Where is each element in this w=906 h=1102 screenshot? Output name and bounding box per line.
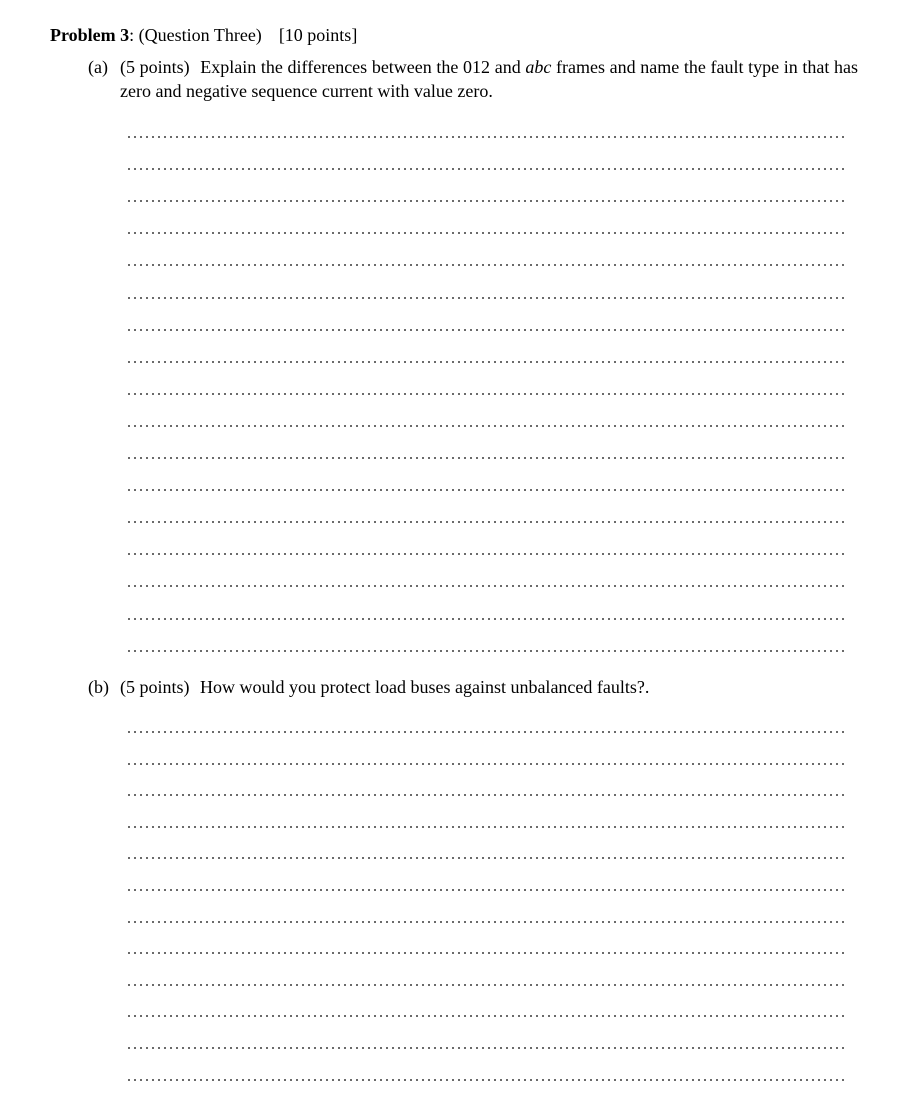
part-a-points: (5 points) [120,57,190,77]
answer-line[interactable] [126,457,846,459]
problem-header [50,22,357,48]
answer-line[interactable] [126,1079,846,1081]
answer-line[interactable] [126,489,846,491]
part-b-body [120,675,858,699]
answer-line[interactable] [126,650,846,652]
answer-line[interactable] [126,952,846,954]
answer-line[interactable] [126,136,846,138]
part-a-text-italic: abc [525,57,552,77]
answer-line[interactable] [126,731,846,733]
part-b-label: (b) [88,677,109,697]
problem-points: [10 points] [278,25,358,45]
answer-line[interactable] [126,585,846,587]
answer-line[interactable] [126,618,846,620]
part-b-text: How would you protect load buses against unbalanced faults?. [200,677,650,697]
part-a-label: (a) [88,57,108,77]
problem-subtitle: (Question Three) [138,25,262,45]
problem-title-colon: : [129,25,135,45]
part-a-text-before: Explain the differences between the 012 and [200,57,526,77]
answer-line[interactable] [126,984,846,986]
part-b-question [88,675,858,699]
part-b-points: (5 points) [120,677,190,697]
part-a-body [120,55,858,103]
answer-line[interactable] [126,361,846,363]
problem-title: Problem 3 [50,25,130,45]
answer-line[interactable] [126,889,846,891]
answer-line[interactable] [126,921,846,923]
answer-line[interactable] [126,232,846,234]
answer-line[interactable] [126,393,846,395]
part-a-text-after: frames and name the fault type in that has zero and negative sequence current with value zero. [120,57,859,101]
answer-line[interactable] [126,200,846,202]
answer-line[interactable] [126,329,846,331]
answer-line[interactable] [126,425,846,427]
answer-line[interactable] [126,553,846,555]
answer-line[interactable] [126,1047,846,1049]
answer-line[interactable] [126,763,846,765]
answer-line[interactable] [126,264,846,266]
answer-line[interactable] [126,521,846,523]
answer-line[interactable] [126,794,846,796]
answer-line[interactable] [126,857,846,859]
answer-line[interactable] [126,297,846,299]
answer-line[interactable] [126,826,846,828]
part-a-question [88,55,858,103]
answer-line[interactable] [126,1015,846,1017]
answer-line[interactable] [126,168,846,170]
